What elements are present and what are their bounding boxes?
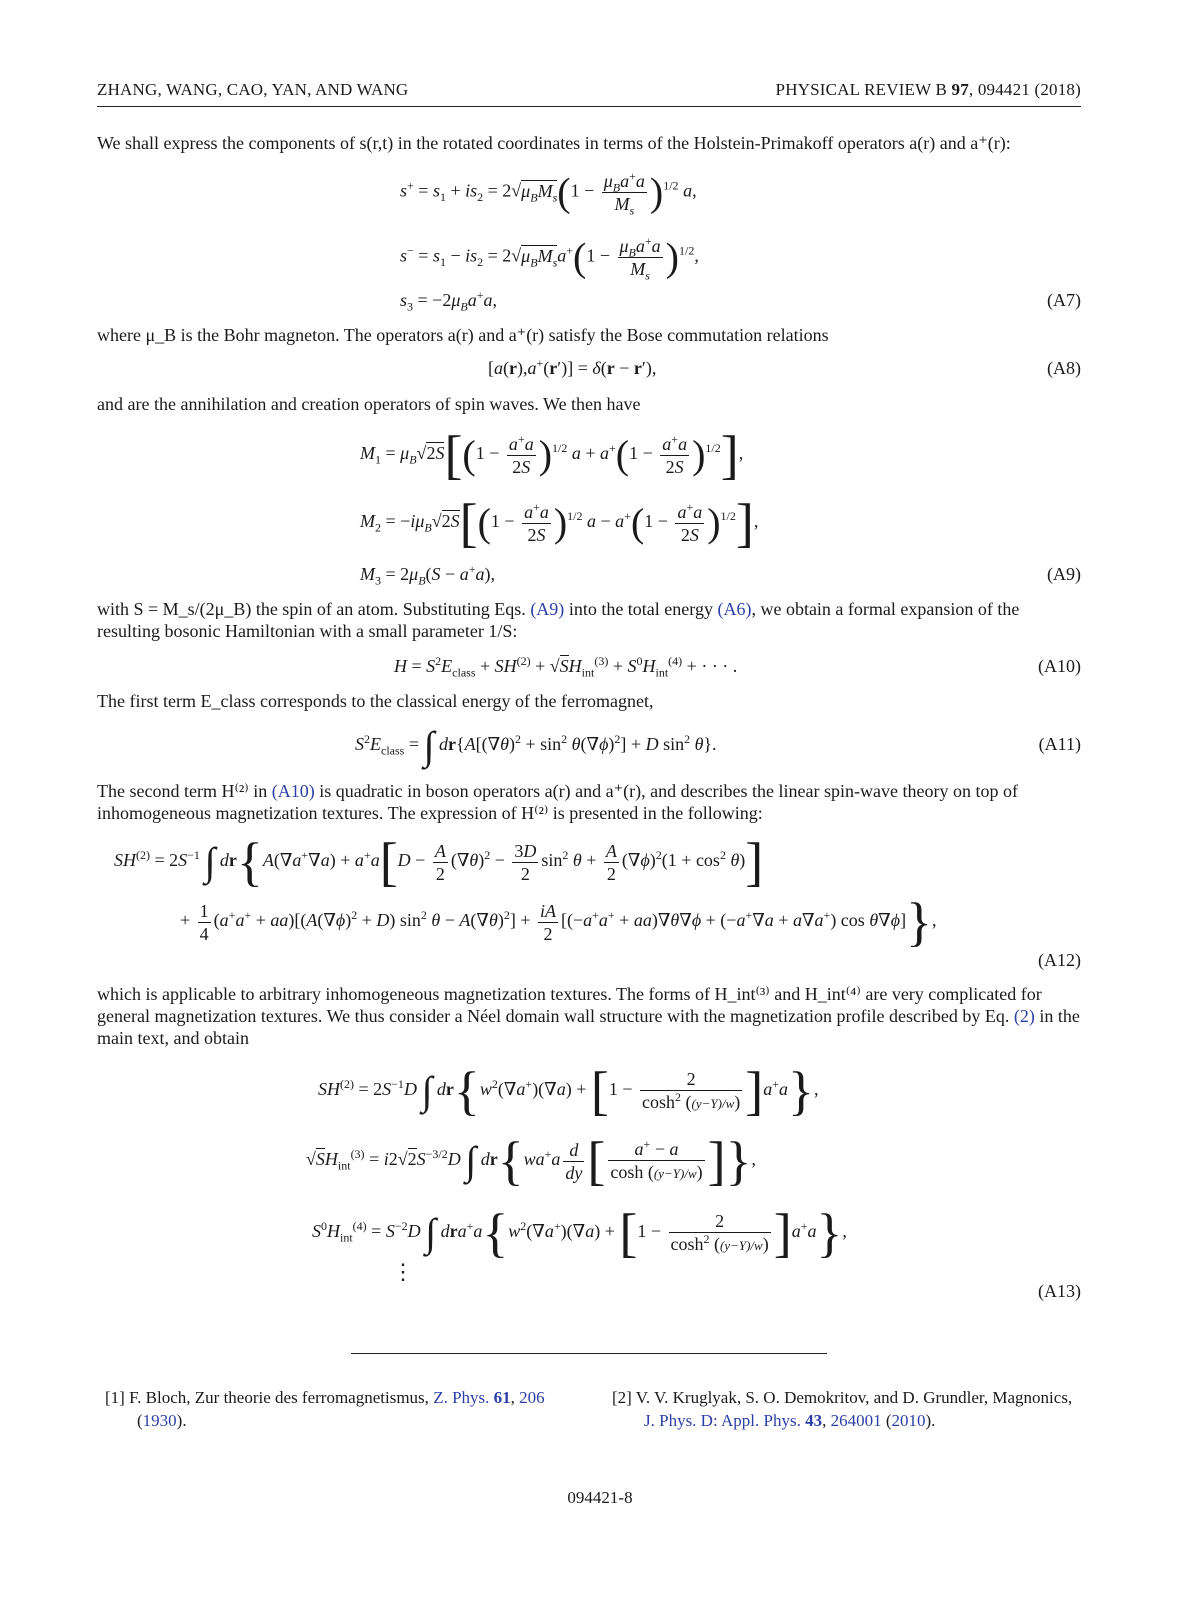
equation-a8: [a(r),a+(r′)] = δ(r − r′), [488, 356, 657, 378]
equation-a12-line2: + $\frac{1}{4}$ $(a^+a^+ + aa)[(A(\nabla\phi)^2 + D)$ $\sin^2 \theta - A(\nabla\theta)^2$] + $\frac{iA}{2}$ [(−a+a+ + aa)∇θ∇ϕ + (−a+∇a + a∇a+) cos θ∇ϕ]}, [180, 892, 937, 952]
reference-number: [1] [105, 1388, 125, 1407]
equation-link-2[interactable]: (2) [1013, 1006, 1035, 1026]
text-segment: , we obtain a formal expansion of the resulting bosonic Hamiltonian with a small parameter 1/S: [97, 599, 1020, 641]
equation-number-a10: (A10) [1038, 656, 1081, 676]
equation-a7-line3: $s_3 = -2\mu_Ba^+a$, [400, 288, 497, 314]
text-segment: is quadratic in boson operators a(r) and a⁺(r), and describes the linear spin-wave theory on top of inhomogeneous magnetization textures. The expression of H⁽²⁾ is presented in the following: [97, 781, 1018, 823]
equation-a13-line1: $SH^{(2)} = 2S^{-1}D$ ∫ $dr\{w^2(\nabla a^+)(\nabla a) + [1$ − $\frac{2}{\cosh^2 ((y-Y)/w)}$ ]a+a}, [318, 1061, 819, 1121]
running-header-journal [776, 80, 1081, 100]
journal-citation: , 094421 (2018) [968, 80, 1081, 99]
text-segment: into the total energy [564, 599, 718, 619]
equation-link-a9[interactable]: (A9) [530, 599, 565, 619]
paragraph-substitution [97, 598, 1081, 642]
equation-link-a10[interactable]: (A10) [271, 781, 315, 801]
reference-year-link[interactable]: 2010 [891, 1411, 926, 1430]
references-rule [351, 1353, 827, 1354]
journal-name: PHYSICAL REVIEW B [775, 80, 952, 99]
reference-authors: V. V. Kruglyak, S. O. Demokritov, and D. Grundler, Magnonics, [635, 1388, 1073, 1407]
paragraph-intro: We shall express the components of s(r,t) in the rotated coordinates in terms of the Holstein-Primakoff operators a(r) and a⁺(r): [97, 133, 1011, 153]
reference-page-link[interactable]: 206 [519, 1388, 545, 1407]
equation-number-a12: (A12) [1038, 950, 1081, 970]
journal-volume: 97 [951, 80, 969, 99]
paragraph-bohr: where μ_B is the Bohr magneton. The operators a(r) and a⁺(r) satisfy the Bose commutation relations [97, 325, 829, 345]
reference-volume-link[interactable]: 43 [805, 1411, 823, 1430]
running-header-authors: ZHANG, WANG, CAO, YAN, AND WANG [97, 80, 409, 99]
paragraph-neel-wall [97, 983, 1081, 1049]
equation-a13-vdots: ⋮ [392, 1259, 414, 1284]
equation-a13-line3: $S^0H_{int}^{(4)} = S^{-2}D$ ∫ $dra^+a\{w^2(\nabla a^+)(\nabla a) + [1$ − $\frac{2}{\cosh^2 ((y-Y)/w)}$ ]a+a}, [312, 1203, 847, 1263]
equation-a9-line1: $M_1 = \mu_B√2S[(1$ − $\frac{a^+a}{2S}$ )$^{1/2}$ a + a+(1 − $\frac{a^+a}{2S}$ )$^{1/2}$], [360, 425, 744, 485]
equation-a9-line2: $M_2 = -i\mu_B√2S[(1$ − $\frac{a^+a}{2S}$ )$^{1/2}$ a − a+(1 − $\frac{a^+a}{2S}$ )$^{1/2}$], [360, 493, 759, 553]
reference-volume-link[interactable]: 61 [493, 1388, 511, 1407]
equation-a7-line1: $s^+ = s_1 + is_2 = 2√\mu_BM_s(1$ − $\frac{\mu_Ba^+a}{M_s}$ )$^{1/2}$ a, [400, 169, 697, 218]
reference-page-link[interactable]: 264001 [830, 1411, 882, 1430]
page-number: 094421-8 [567, 1488, 633, 1507]
paragraph-second-term [97, 780, 1081, 824]
reference-journal-link[interactable]: Z. Phys. [433, 1388, 490, 1407]
equation-link-a6[interactable]: (A6) [717, 599, 752, 619]
equation-a12-line1: $SH^{(2)} = 2S^{-1}$ ∫ dr{A(∇a+∇a) + a+a[D − $\frac{A}{2}$ $(\nabla\theta)^2$ − $\frac{3D}{2}$ $\sin^2 \theta$ + $\frac{A}{2}$ $(\nabla\phi)^2(1 + \cos^2 \theta)$] [114, 832, 764, 892]
equation-a9-line3: $M_3 = 2\mu_B(S - a^+a)$, [360, 562, 495, 588]
text-segment: The second term H⁽²⁾ in [97, 781, 272, 801]
reference-year-link[interactable]: 1930 [142, 1411, 177, 1430]
equation-number-a13: (A13) [1038, 1281, 1081, 1301]
text-segment: which is applicable to arbitrary inhomogeneous magnetization textures. The forms of H_int⁽³⁾ and H_int⁽⁴⁾ are very complicated for general magnetization textures. We thus consider a Néel domain wall structure with the magnetization profile described by Eq. [97, 984, 1042, 1026]
text-segment: with S = M_s/(2μ_B) the spin of an atom. Substituting Eqs. [97, 599, 531, 619]
reference-number: [2] [612, 1388, 632, 1407]
reference-journal-link[interactable]: J. Phys. D: Appl. Phys. [644, 1411, 801, 1430]
paragraph-spin-waves: and are the annihilation and creation operators of spin waves. We then have [97, 394, 641, 414]
equation-number-a9: (A9) [1047, 564, 1081, 584]
text-segment: in the main text, and obtain [97, 1006, 1080, 1048]
equation-a13-line2: $√SH_{int}^{(3)} = i2√2S^{-3/2}D$ ∫ dr{wa+a $\frac{d}{dy}$ [ $\frac{a^+ - a}{\cosh ((y-Y)/w)}$ ]}, [306, 1131, 757, 1191]
equation-number-a11: (A11) [1038, 734, 1081, 754]
equation-a11: $S^2E_{class}$ = ∫ $dr\{A[(\nabla\theta)^2 + \sin^2 \theta(\nabla\phi)^2] + D$ $\sin^2 \theta$}. [355, 723, 717, 768]
equation-number-a7: (A7) [1047, 290, 1081, 310]
reference-1: [1] F. Bloch, Zur theorie des ferromagnetismus, Z. Phys. 61, 206 (1930). [105, 1388, 545, 1430]
header-rule [97, 106, 1081, 107]
equation-a7-line2: $s^- = s_1 - is_2 = 2√\mu_BM_sa^+(1$ − $\frac{\mu_Ba^+a}{M_s}$ )$^{1/2}$, [400, 234, 699, 283]
reference-2: [2] V. V. Kruglyak, S. O. Demokritov, and D. Grundler, Magnonics, J. Phys. D: Appl. Phys. 43, 264001 (2010). [612, 1388, 1073, 1430]
paragraph-classical-energy: The first term E_class corresponds to the classical energy of the ferromagnet, [97, 691, 654, 711]
reference-authors: F. Bloch, Zur theorie des ferromagnetismus, [129, 1388, 434, 1407]
equation-a10: $H = S^2E_{class} + SH^{(2)} + √SH_{int}^{(3)} + S^0H_{int}^{(4)}$ + · · · . [394, 654, 738, 680]
equation-number-a8: (A8) [1047, 358, 1081, 378]
